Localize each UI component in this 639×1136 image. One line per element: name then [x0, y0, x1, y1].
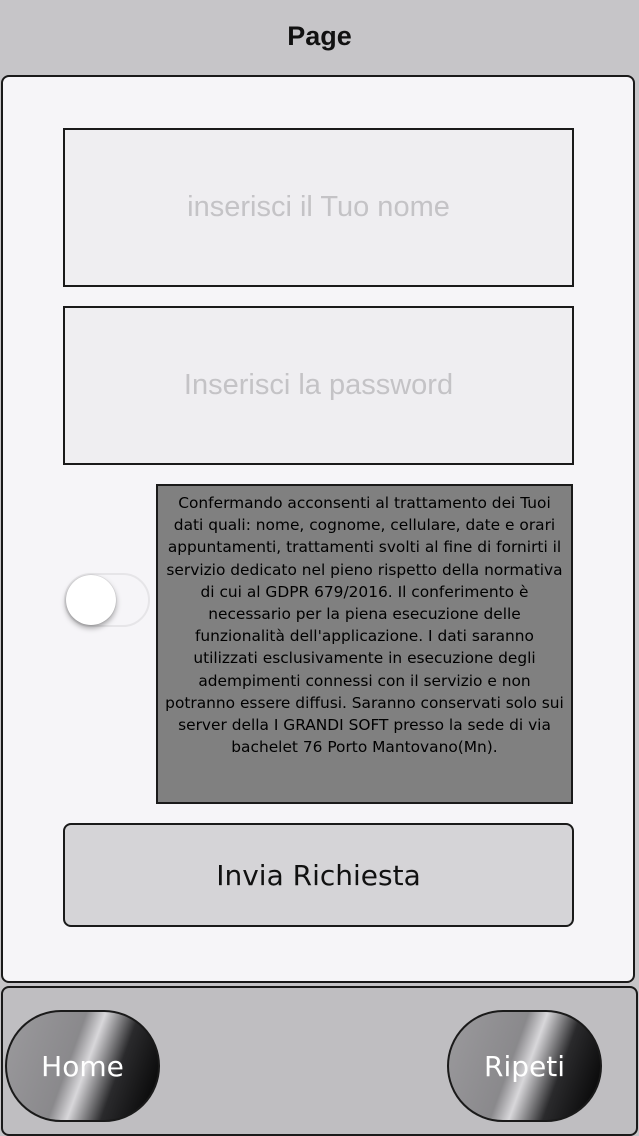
home-button[interactable] — [5, 1010, 160, 1122]
submit-request-button[interactable] — [63, 823, 574, 927]
submit-request-label: Invia Richiesta — [216, 858, 421, 892]
consent-toggle-knob — [66, 575, 116, 625]
consent-text-box — [156, 484, 573, 804]
password-input-placeholder: Inserisci la password — [183, 369, 454, 401]
password-input[interactable] — [63, 306, 574, 465]
repeat-button-label: Ripeti — [484, 1049, 565, 1083]
home-button-label: Home — [41, 1049, 124, 1083]
page-title: Page — [287, 20, 352, 51]
consent-toggle[interactable] — [64, 573, 150, 627]
name-input-placeholder: inserisci il Tuo nome — [187, 191, 450, 223]
name-input[interactable] — [63, 128, 574, 287]
repeat-button[interactable] — [447, 1010, 602, 1122]
consent-text: Confermando acconsenti al trattamento dei Tuoi dati quali: nome, cognome, cellulare, date e orari appuntamenti, trattamenti svolti al fine di fornirti il servizio dedicato nel pieno rispetto della normativa di cui al GDPR 679/2016. Il conferimento è necessario per la piena esecuzione delle funzionalità dell'applicazione. I dati saranno utilizzati esclusivamente in esecuzione degli adempimenti connessi con il servizio e non potranno essere diffusi. Saranno conservati solo sui server della I GRANDI SOFT presso la sede di via bachelet 76 Porto Mantovano(Mn). — [165, 494, 564, 757]
navigation-bar — [0, 0, 639, 74]
